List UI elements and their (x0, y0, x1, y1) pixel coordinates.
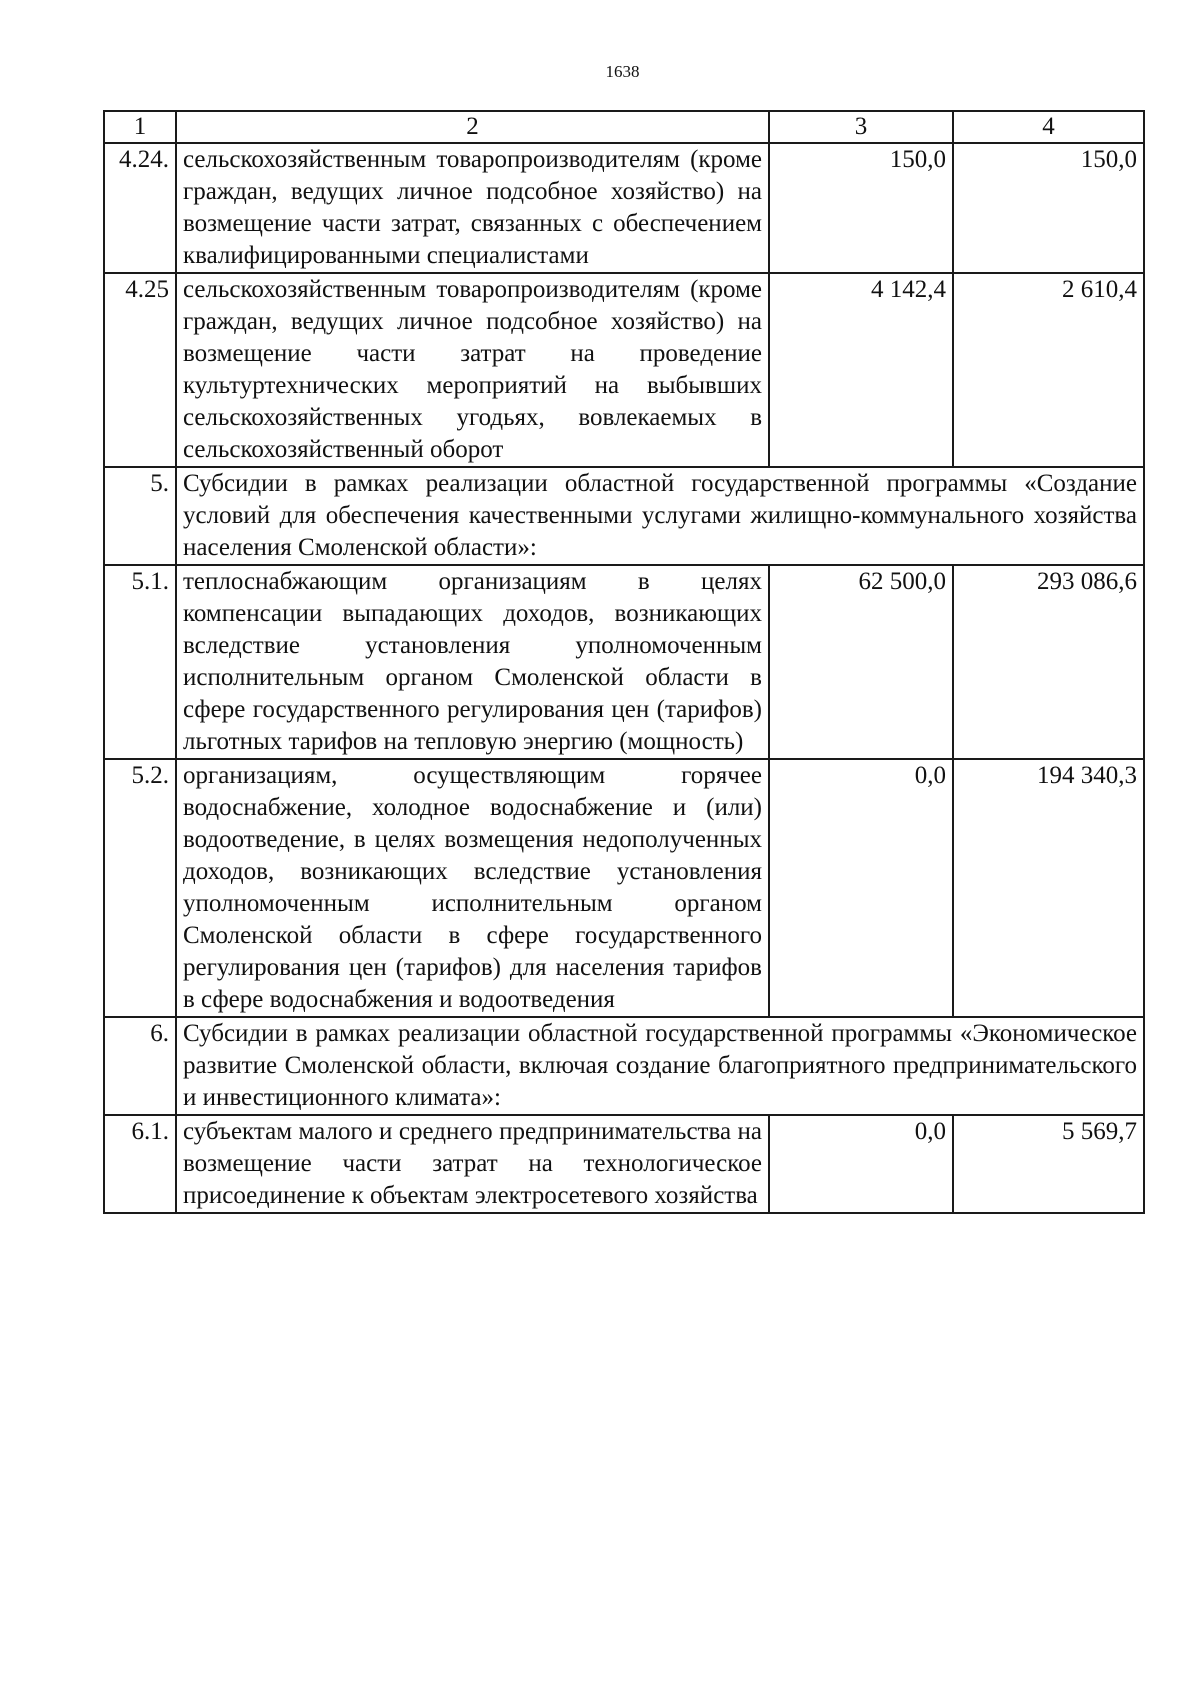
row-description: сельскохозяйственным товаропроизводителям (кроме граждан, ведущих личное подсобное хозяйство) на возмещение части затрат на проведение культуртехнических мероприятий на выбывших сельскохозяйственных угодьях, вовлекаемых в сельскохозяйственный оборот (176, 273, 769, 467)
row-number: 4.24. (104, 143, 176, 273)
row-number: 4.25 (104, 273, 176, 467)
section-title: Субсидии в рамках реализации областной государственной программы «Экономическое развитие Смоленской области, включая создание благоприятного предпринимательского и инвестиционного климата»: (176, 1017, 1144, 1115)
row-description: организациям, осуществляющим горячее водоснабжение, холодное водоснабжение и (или) водоотведение, в целях возмещения недополученных доходов, возникающих вследствие установления уполномоченным исполнительным органом Смоленской области в сфере государственного регулирования цен (тарифов) для населения тарифов в сфере водоснабжения и водоотведения (176, 759, 769, 1017)
row-number: 5.1. (104, 565, 176, 759)
row-description: субъектам малого и среднего предпринимательства на возмещение части затрат на технологическое присоединение к объектам электросетевого хозяйства (176, 1115, 769, 1213)
section-number: 5. (104, 467, 176, 565)
row-value-col4: 194 340,3 (953, 759, 1144, 1017)
section-row (104, 467, 1144, 565)
row-value-col3: 150,0 (769, 143, 953, 273)
subsidies-table (103, 110, 1145, 1214)
header-cell-2: 2 (176, 111, 769, 143)
row-value-col3: 62 500,0 (769, 565, 953, 759)
table-header-row (104, 111, 1144, 143)
table-row (104, 565, 1144, 759)
row-number: 6.1. (104, 1115, 176, 1213)
table-row (104, 1115, 1144, 1213)
row-description: сельскохозяйственным товаропроизводителям (кроме граждан, ведущих личное подсобное хозяйство) на возмещение части затрат, связанных с обеспечением квалифицированными специалистами (176, 143, 769, 273)
row-value-col4: 2 610,4 (953, 273, 1144, 467)
section-row (104, 1017, 1144, 1115)
row-value-col3: 0,0 (769, 1115, 953, 1213)
page-number: 1638 (605, 62, 640, 81)
row-description: теплоснабжающим организациям в целях компенсации выпадающих доходов, возникающих вследствие установления уполномоченным исполнительным органом Смоленской области в сфере государственного регулирования цен (тарифов) льготных тарифов на тепловую энергию (мощность) (176, 565, 769, 759)
section-title: Субсидии в рамках реализации областной государственной программы «Создание условий для обеспечения качественными услугами жилищно-коммунального хозяйства населения Смоленской области»: (176, 467, 1144, 565)
row-number: 5.2. (104, 759, 176, 1017)
header-cell-4: 4 (953, 111, 1144, 143)
section-number: 6. (104, 1017, 176, 1115)
row-value-col3: 0,0 (769, 759, 953, 1017)
header-cell-1: 1 (104, 111, 176, 143)
table-row (104, 143, 1144, 273)
row-value-col4: 293 086,6 (953, 565, 1144, 759)
header-cell-3: 3 (769, 111, 953, 143)
row-value-col4: 5 569,7 (953, 1115, 1144, 1213)
table-row (104, 273, 1144, 467)
row-value-col3: 4 142,4 (769, 273, 953, 467)
row-value-col4: 150,0 (953, 143, 1144, 273)
table-row (104, 759, 1144, 1017)
